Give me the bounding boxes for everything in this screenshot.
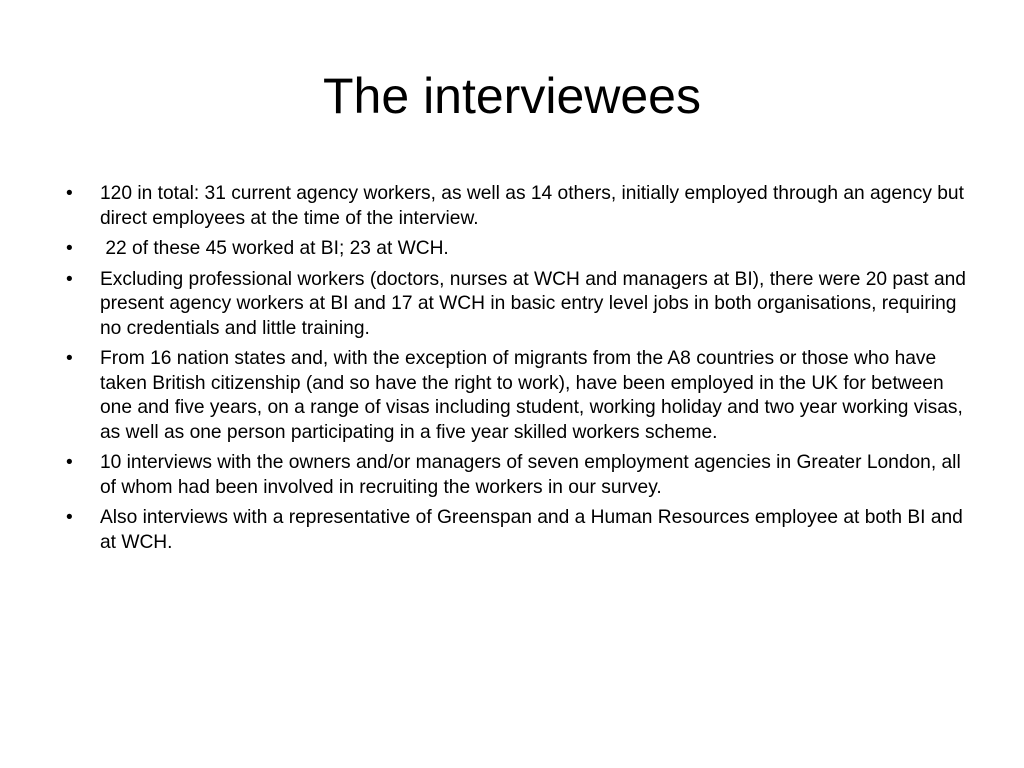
list-item [52, 506, 972, 555]
list-item [52, 182, 972, 231]
list-item [52, 347, 972, 445]
bullet-text: Excluding professional workers (doctors, nurses at WCH and managers at BI), there were 20 past and present agency workers at BI and 17 at WCH in basic entry level jobs in both organisations, requiring no credentials and little training. [100, 268, 966, 339]
bullet-text: 10 interviews with the owners and/or managers of seven employment agencies in Greater London, all of whom had been involved in recruiting the workers in our survey. [100, 452, 961, 498]
bullet-dot-icon: • [66, 348, 73, 369]
bullet-dot-icon: • [66, 238, 73, 259]
bullet-dot-icon: • [66, 268, 73, 290]
slide-title: The interviewees [323, 68, 701, 124]
bullet-dot-icon: • [66, 183, 73, 204]
list-item [52, 237, 972, 262]
bullet-dot-icon: • [66, 507, 73, 528]
bullet-dot-icon: • [66, 452, 73, 473]
bullet-text: Also interviews with a representative of Greenspan and a Human Resources employee at both BI and at WCH. [100, 507, 963, 553]
bullet-text: 120 in total: 31 current agency workers, as well as 14 others, initially employed through an agency but direct employees at the time of the interview. [100, 183, 964, 229]
bullet-text: From 16 nation states and, with the exception of migrants from the A8 countries or those who have taken British citizenship (and so have the right to work), have been employed in the UK for between one and five years, on a range of visas including student, working holiday and two year working visas, as well as one person participating in a five year skilled workers scheme. [100, 348, 963, 443]
list-item [52, 268, 972, 342]
list-item [52, 451, 972, 500]
bullet-list [52, 182, 972, 561]
bullet-text: 22 of these 45 worked at BI; 23 at WCH. [100, 238, 449, 259]
